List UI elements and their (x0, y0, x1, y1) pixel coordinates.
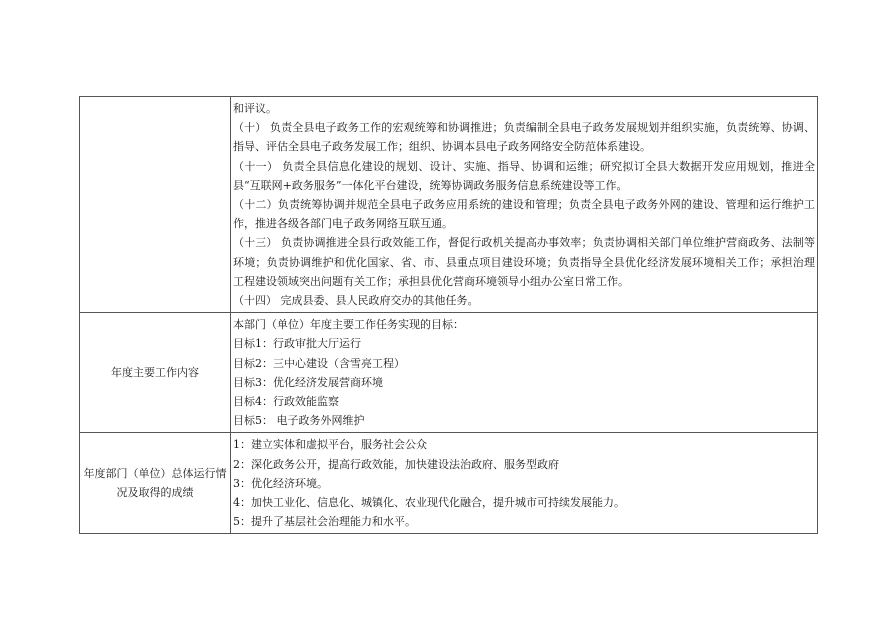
result-item: 2：深化政务公开，提高行政效能，加快建设法治政府、服务型政府 (233, 457, 559, 471)
result-item: 3：优化经济环境。 (233, 476, 328, 490)
goal-item: 目标3：优化经济发展营商环境 (233, 375, 383, 389)
result-item: 1：建立实体和虚拟平台，服务社会公众 (233, 438, 427, 452)
goal-item: 目标5： 电子政务外网维护 (233, 414, 365, 428)
annual-tasks-row (80, 313, 818, 433)
duties-paragraph: 和评议。 (233, 102, 277, 115)
duties-paragraph: （十三） 负责协调推进全县行政效能工作，督促行政机关提高办事效率；负责协调相关部门单位维护营商政务、法制等环境；负责协调维护和优化国家、省、市、县重点项目建设环境；负责指导全县优化经济发展环境相关工作；承担治理工程建设领域突出问题有关工作；承担县优化营商环境领导小组办公室日常工作。 (233, 236, 815, 288)
duties-content-cell (231, 97, 818, 313)
goal-item: 目标1：行政审批大厅运行 (233, 337, 361, 351)
annual-results-label: 年度部门（单位）总体运行情况及取得的成绩 (80, 433, 231, 534)
duties-row (80, 97, 818, 313)
work-report-table (79, 96, 818, 534)
result-item: 4：加快工业化、信息化、城镇化、农业现代化融合，提升城市可持续发展能力。 (233, 496, 625, 510)
duties-paragraph: （十一） 负责全县信息化建设的规划、设计、实施、指导、协调和运维；研究拟订全县大数据开发应用规划，推进全县“互联网+政务服务”一体化平台建设，统筹协调政务服务信息系统建设等工作。 (233, 159, 815, 192)
duties-paragraph: （十） 负责全县电子政务工作的宏观统筹和协调推进；负责编制全县电子政务发展规划并组织实施，负责统筹、协调、指导、评估全县电子政务发展工作；组织、协调本县电子政务网络安全防范体系建设。 (233, 121, 815, 154)
annual-tasks-intro: 本部门（单位）年度主要工作任务实现的目标： (233, 318, 464, 332)
goal-item: 目标2：三中心建设（含雪亮工程） (233, 356, 405, 370)
annual-results-row (80, 433, 818, 534)
annual-results-content-cell (231, 433, 818, 534)
annual-tasks-label: 年度主要工作内容 (80, 313, 231, 433)
annual-tasks-content-cell (231, 313, 818, 433)
duties-paragraph: （十二）负责统筹协调并规范全县电子政务应用系统的建设和管理；负责全县电子政务外网的建设、管理和运行维护工作，推进各级各部门电子政务网络互联互通。 (233, 198, 815, 231)
result-item: 5：提升了基层社会治理能力和水平。 (233, 515, 416, 529)
duties-label-cell (80, 97, 231, 313)
goal-item: 目标4：行政效能监察 (233, 395, 339, 409)
duties-paragraph: （十四） 完成县委、县人民政府交办的其他任务。 (233, 294, 479, 308)
